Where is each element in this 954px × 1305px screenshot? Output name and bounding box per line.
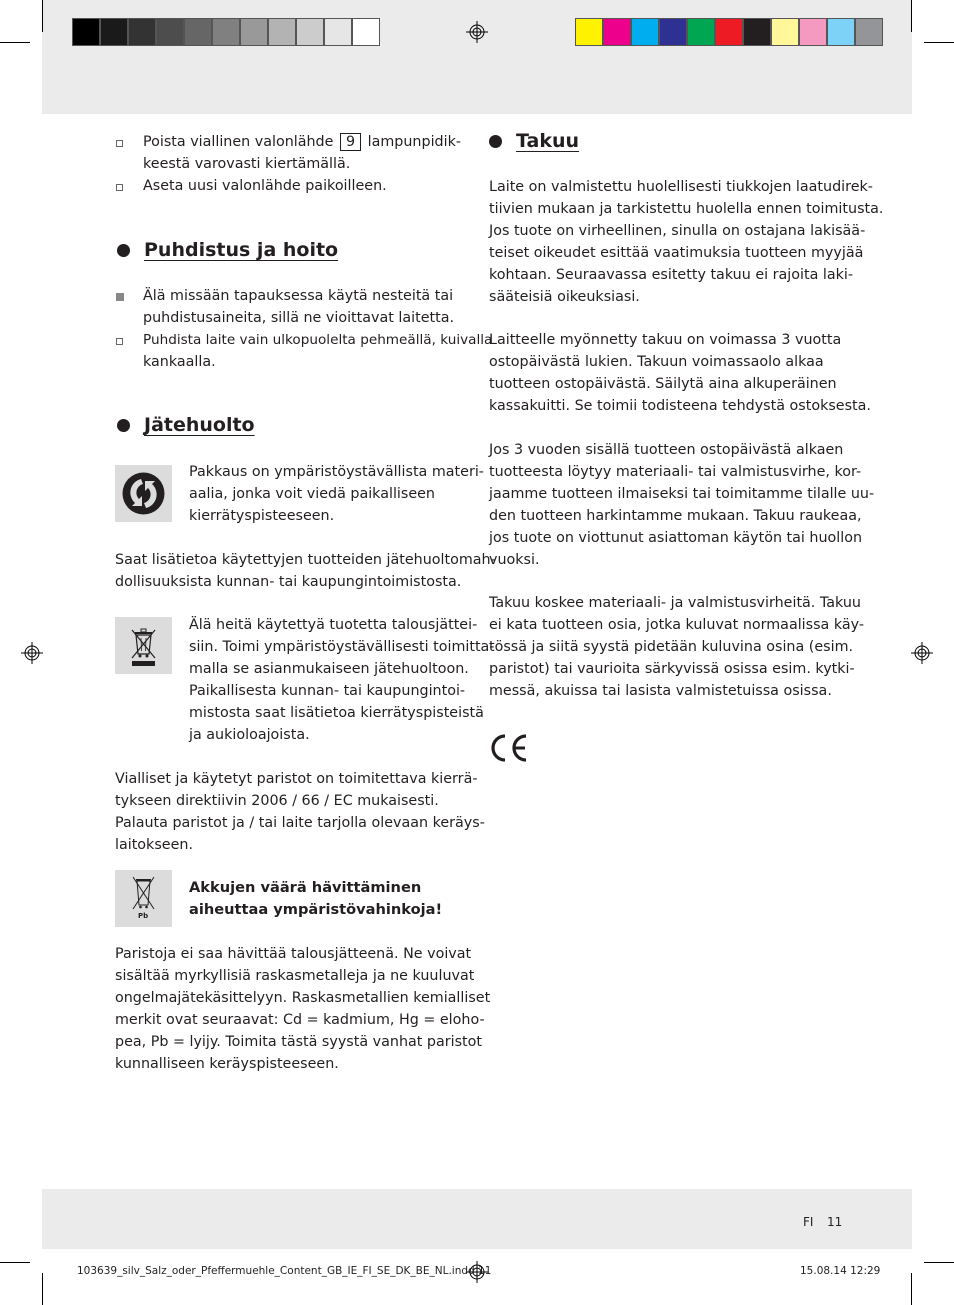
warranty-p4-line: Takuu koskee materiaali- ja valmistusvirheitä. Takuu xyxy=(489,595,861,611)
warranty-p3-line: vuoksi. xyxy=(489,552,540,568)
warranty-p2-line: tuotteen ostopäivästä. Säilytä aina alkuperäinen xyxy=(489,376,837,392)
green-dot-recycling-icon xyxy=(115,465,172,522)
process-color-swatch xyxy=(743,18,771,46)
warranty-p1-line: kohtaan. Seuraavassa esitetty takuu ei rajoita laki- xyxy=(489,267,854,283)
registration-mark-icon xyxy=(466,21,488,43)
warranty-p3-line: den tuotteen harkintamme mukaan. Takuu raukeaa, xyxy=(489,508,862,524)
part-reference-box: 9 xyxy=(340,133,361,151)
heavy-metal-text-line: merkit ovat seuraavat: Cd = kadmium, Hg = eloho- xyxy=(115,1012,485,1028)
disposal-info-line: dollisuuksista kunnan- tai kaupungintoimistosta. xyxy=(115,574,462,590)
grayscale-swatch xyxy=(184,18,212,46)
grayscale-swatch xyxy=(268,18,296,46)
warranty-p1-line: teiset oikeudet esittää vaatimuksia tuotteen myyjää xyxy=(489,245,864,261)
battery-warning-line: Akkujen väärä hävittäminen xyxy=(189,879,422,896)
grayscale-swatch xyxy=(352,18,380,46)
heading-bullet-icon xyxy=(117,419,130,432)
page-number: 11 xyxy=(827,1215,843,1229)
process-color-swatch xyxy=(575,18,603,46)
crop-mark xyxy=(42,1273,43,1305)
crop-mark xyxy=(911,1273,912,1305)
battery-bin-icon xyxy=(115,870,172,927)
registration-mark-icon xyxy=(21,642,43,664)
list-item: Älä missään tapauksessa käytä nesteitä tai xyxy=(143,288,454,304)
slug-date: 15.08.14 12:29 xyxy=(800,1265,881,1277)
ce-mark-icon xyxy=(488,733,530,763)
warranty-p2-line: ostopäivästä lukien. Takuun voimassaolo alkaa xyxy=(489,354,824,370)
warranty-p3-line: Jos 3 vuoden sisällä tuotteen ostopäivästä alkaen xyxy=(489,442,844,458)
grayscale-swatch xyxy=(72,18,100,46)
process-color-swatch xyxy=(659,18,687,46)
process-color-swatch xyxy=(603,18,631,46)
recycle-text-line: aalia, jonka voit viedä paikalliseen xyxy=(189,486,435,502)
list-item: Puhdista laite vain ulkopuolelta pehmeällä, kuivalla xyxy=(143,332,493,348)
heavy-metal-text-line: ongelmajätekäsittelyyn. Raskasmetallien kemialliset xyxy=(115,990,491,1006)
weee-text-line: ja aukioloajoista. xyxy=(189,727,310,743)
crop-mark xyxy=(42,0,43,32)
warranty-p2-line: kassakuitti. Se toimii todisteena tehdystä ostoksesta. xyxy=(489,398,871,414)
heading-bullet-icon xyxy=(117,244,130,257)
grayscale-swatch xyxy=(212,18,240,46)
section-heading-disposal: Jätehuolto xyxy=(144,414,255,436)
list-bullet-filled xyxy=(116,293,124,301)
battery-text-line: tykseen direktiivin 2006 / 66 / EC mukaisesti. xyxy=(115,793,439,809)
pb-label: Pb xyxy=(138,912,149,920)
battery-text-line: Palauta paristot ja / tai laite tarjolla olevaan keräys- xyxy=(115,815,485,831)
grayscale-swatch xyxy=(100,18,128,46)
process-color-swatch xyxy=(687,18,715,46)
list-bullet xyxy=(116,140,123,147)
battery-warning-line: aiheuttaa ympäristövahinkoja! xyxy=(189,901,443,918)
warranty-p1-line: sääteisiä oikeuksiasi. xyxy=(489,289,640,305)
grayscale-swatch xyxy=(296,18,324,46)
weee-text-line: siin. Toimi ympäristöystävällisesti toimitta- xyxy=(189,639,495,655)
grayscale-swatch xyxy=(128,18,156,46)
heavy-metal-text-line: Paristoja ei saa hävittää talousjätteenä. Ne voivat xyxy=(115,946,472,962)
crop-mark xyxy=(924,1262,954,1263)
list-item: Aseta uusi valonlähde paikoilleen. xyxy=(143,178,387,194)
list-item-continuation: keestä varovasti kiertämällä. xyxy=(143,156,351,172)
section-heading-cleaning: Puhdistus ja hoito xyxy=(144,239,339,261)
list-item-continuation: puhdistusaineita, sillä ne vioittavat laitetta. xyxy=(143,310,455,326)
heavy-metal-text-line: sisältää myrkyllisiä raskasmetalleja ja ne kuuluvat xyxy=(115,968,475,984)
slug-filename: 103639_silv_Salz_oder_Pfeffermuehle_Content_GB_IE_FI_SE_DK_BE_NL.indd 11 xyxy=(77,1265,492,1277)
warranty-p3-line: jaamme tuotteen ilmaiseksi tai toimitamme tilalle uu- xyxy=(489,486,875,502)
crossed-out-bin-icon xyxy=(115,617,172,674)
warranty-p2-line: Laitteelle myönnetty takuu on voimassa 3 vuotta xyxy=(489,332,842,348)
weee-text-line: Paikallisesta kunnan- tai kaupungintoi- xyxy=(189,683,466,699)
recycle-text-line: Pakkaus on ympäristöystävällista materi- xyxy=(189,464,484,480)
list-item-continuation: kankaalla. xyxy=(143,354,216,370)
process-color-swatch xyxy=(631,18,659,46)
list-item: Poista viallinen valonlähde 9 lampunpidik- xyxy=(143,134,462,150)
process-color-swatch xyxy=(771,18,799,46)
list-bullet xyxy=(116,338,123,345)
weee-text-line: mistosta saat lisätietoa kierrätyspisteistä xyxy=(189,705,484,721)
warranty-p1-line: Jos tuote on virheellinen, sinulla on ostajana lakisää- xyxy=(489,223,866,239)
section-heading-warranty: Takuu xyxy=(516,130,580,152)
list-bullet xyxy=(116,184,123,191)
process-color-swatch xyxy=(715,18,743,46)
crop-mark xyxy=(924,42,954,43)
disposal-info-line: Saat lisätietoa käytettyjen tuotteiden jätehuoltomah- xyxy=(115,552,496,568)
grayscale-swatch xyxy=(324,18,352,46)
process-color-swatch xyxy=(855,18,883,46)
warranty-p3-line: jos tuote on viottunut asiattoman käytön tai huollon xyxy=(489,530,863,546)
warranty-p1-line: tiivien mukaan ja tarkistettu huolella ennen toimitusta. xyxy=(489,201,884,217)
page-language: FI xyxy=(803,1215,814,1229)
weee-text-line: Älä heitä käytettyä tuotetta talousjättei- xyxy=(189,617,478,633)
recycle-text-line: kierrätyspisteeseen. xyxy=(189,508,335,524)
heavy-metal-text-line: kunnalliseen keräyspisteeseen. xyxy=(115,1056,339,1072)
process-color-swatch xyxy=(799,18,827,46)
battery-text-line: laitokseen. xyxy=(115,837,193,853)
crop-mark xyxy=(911,0,912,32)
warranty-p4-line: tössä ja siitä syystä pidetään kuluvina osina (esim. xyxy=(489,639,854,655)
warranty-p1-line: Laite on valmistettu huolellisesti tiukkojen laatudirek- xyxy=(489,179,873,195)
warranty-p4-line: ei kata tuotteen osia, jotka kuluvat normaalissa käy- xyxy=(489,617,865,633)
warranty-p4-line: paristot) tai vaurioita särkyvissä osissa esim. kytki- xyxy=(489,661,855,677)
warranty-p3-line: tuotteesta löytyy materiaali- tai valmistusvirhe, kor- xyxy=(489,464,862,480)
grayscale-swatch xyxy=(156,18,184,46)
warranty-p4-line: messä, akuissa tai lasista valmistetuissa osissa. xyxy=(489,683,832,699)
crop-mark xyxy=(0,42,30,43)
grayscale-swatch xyxy=(240,18,268,46)
crop-mark xyxy=(0,1262,30,1263)
heavy-metal-text-line: pea, Pb = lyijy. Toimita tästä syystä vanhat paristot xyxy=(115,1034,483,1050)
battery-text-line: Vialliset ja käytetyt paristot on toimitettava kierrä- xyxy=(115,771,478,787)
weee-text-line: malla se asianmukaiseen jätehuoltoon. xyxy=(189,661,469,677)
footer-band xyxy=(42,1189,912,1249)
heading-bullet-icon xyxy=(489,135,502,148)
process-color-swatch xyxy=(827,18,855,46)
registration-mark-icon xyxy=(911,642,933,664)
